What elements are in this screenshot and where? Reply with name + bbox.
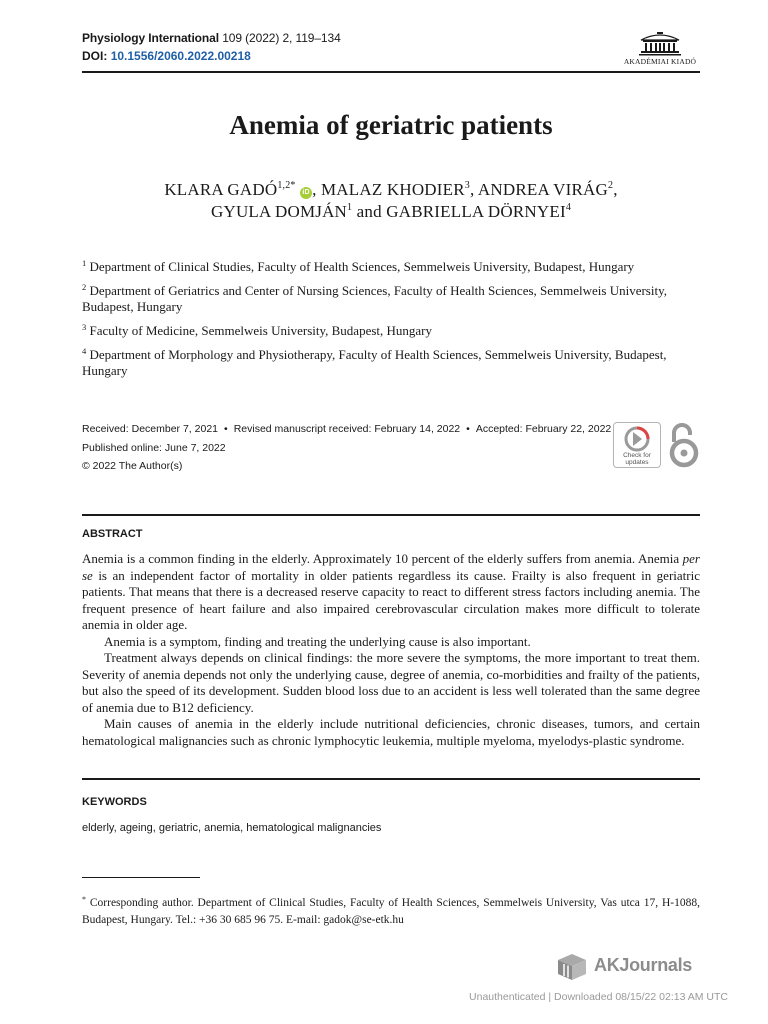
akjournals-brand[interactable] xyxy=(556,950,706,984)
abstract-body xyxy=(82,551,700,749)
abstract-paragraph: Main causes of anemia in the elderly include nutritional deficiencies, chronic diseases, tumors, and certain hematological malignancies such as chronic lymphocytic leukemia, multiple myeloma, myelodys-plastic syndrome. xyxy=(82,716,700,748)
affiliation-number: 3 xyxy=(82,322,87,332)
bullet-separator: • xyxy=(466,423,470,435)
affiliation-item xyxy=(82,347,700,379)
history-line xyxy=(82,420,622,439)
author-affiliation-mark: 4 xyxy=(565,202,572,213)
keywords-heading: KEYWORDS xyxy=(82,796,147,808)
author-affiliation-mark: 2 xyxy=(608,180,614,191)
bullet-separator: • xyxy=(224,423,228,435)
affiliation-number: 4 xyxy=(82,346,87,356)
affiliation-item xyxy=(82,259,700,275)
publication-dates xyxy=(82,420,622,476)
check-label-line: updates xyxy=(625,459,649,466)
affiliations xyxy=(82,259,700,387)
open-access-icon xyxy=(668,422,700,468)
journal-name: Physiology International xyxy=(82,31,219,45)
affiliation-text: Department of Geriatrics and Center of Nursing Sciences, Faculty of Health Sciences, Semmelweis University, Budapest, Hungary xyxy=(82,283,667,314)
affiliation-item xyxy=(82,323,700,339)
abstract-text: is an independent factor of mortality in older patients regardless its cause. Frailty is also frequent in geriatric patients. That means that there is a decreased reserve capacity to react to different stress factors including anemia. The frequent presence of heart failure and also impaired cerebrovascular circulation makes more difficult to tolerate anemia in older age. xyxy=(82,567,700,632)
akjournals-name: AKJournals xyxy=(594,955,693,975)
author-separator: , xyxy=(613,180,618,199)
download-notice: Unauthenticated | Downloaded 08/15/22 02:13 AM UTC xyxy=(469,991,728,1003)
orcid-icon[interactable]: iD xyxy=(300,187,312,199)
check-label-line: Check for xyxy=(623,452,651,459)
author-list xyxy=(82,179,700,223)
affiliation-text: Faculty of Medicine, Semmelweis University, Budapest, Hungary xyxy=(89,323,433,338)
check-for-updates-button[interactable] xyxy=(613,422,661,468)
journal-issue: 109 (2022) 2, 119–134 xyxy=(222,31,341,45)
footnote-mark: * xyxy=(82,895,86,904)
doi-line xyxy=(82,49,251,63)
footnote-divider xyxy=(82,877,200,878)
academy-building-icon xyxy=(637,30,683,56)
author-name[interactable]: and GABRIELLA DÖRNYEI xyxy=(352,202,566,221)
abstract-text: Anemia is a common finding in the elderly. Approximately 10 percent of the elderly suffers from anemia. Anemia xyxy=(82,551,683,566)
received-date: Received: December 7, 2021 xyxy=(82,423,218,435)
author-affiliation-mark: 3 xyxy=(464,180,470,191)
author-line-2 xyxy=(82,201,700,223)
check-for-updates-label xyxy=(614,452,660,466)
affiliation-item xyxy=(82,283,700,315)
published-date: Published online: June 7, 2022 xyxy=(82,441,226,454)
affiliation-text: Department of Morphology and Physiotherapy, Faculty of Health Sciences, Semmelweis University, Budapest, Hungary xyxy=(82,347,667,378)
abstract-paragraph: Treatment always depends on clinical findings: the more severe the symptoms, the more important to treat them. Severity of anemia depends not only the underlying cause, degree of anemia, co-morbidities and frailty of the patients, but also the speed of its development. Sudden blood loss due to an accident is less well tolerated than the same degree of anemia due to B12 deficiency. xyxy=(82,650,700,715)
check-for-updates-icon xyxy=(624,426,650,452)
copyright: © 2022 The Author(s) xyxy=(82,460,183,472)
author-affiliation-mark: 1 xyxy=(347,202,353,213)
author-name[interactable]: , MALAZ KHODIER xyxy=(312,180,465,199)
affiliation-number: 2 xyxy=(82,282,87,292)
keywords-divider xyxy=(82,778,700,780)
abstract-paragraph xyxy=(82,551,700,634)
affiliation-number: 1 xyxy=(82,258,87,268)
publisher-name: AKADÉMIAI KIADÓ xyxy=(623,57,697,66)
author-affiliation-mark: 1,2* xyxy=(277,180,296,191)
journal-citation xyxy=(82,31,341,45)
footnote-text: Corresponding author. Department of Clinical Studies, Faculty of Health Sciences, Semmelweis University, Vas utca 17, H-1088, Budapest, Hungary. Tel.: +36 30 685 96 75. E-mail: gadok@se-etk.hu xyxy=(82,897,700,926)
article-title: Anemia of geriatric patients xyxy=(229,110,553,140)
author-name[interactable]: GYULA DOMJÁN xyxy=(210,202,348,221)
abstract-italic-text: per se xyxy=(82,551,700,583)
corresponding-author-footnote xyxy=(82,895,700,929)
keywords-list: elderly, ageing, geriatric, anemia, hematological malignancies xyxy=(82,822,382,834)
accepted-date: Accepted: February 22, 2022 xyxy=(475,423,612,435)
doi-link[interactable]: 10.1556/2060.2022.00218 xyxy=(110,49,251,63)
header-divider xyxy=(82,71,700,73)
article-header xyxy=(82,31,700,73)
abstract-divider xyxy=(82,514,700,516)
abstract-paragraph: Anemia is a symptom, finding and treating the underlying cause is also important. xyxy=(104,633,531,649)
author-name[interactable]: KLARA GADÓ xyxy=(164,180,278,199)
abstract-heading: ABSTRACT xyxy=(82,528,143,540)
revised-date: Revised manuscript received: February 14, 2022 xyxy=(233,423,461,435)
akjournals-logo-icon xyxy=(556,950,588,982)
publisher-logo xyxy=(620,30,700,68)
author-name[interactable]: , ANDREA VIRÁG xyxy=(469,180,608,199)
doi-label: DOI: xyxy=(82,49,108,63)
affiliation-text: Department of Clinical Studies, Faculty of Health Sciences, Semmelweis University, Budapest, Hungary xyxy=(89,259,635,274)
author-line-1 xyxy=(82,179,700,201)
